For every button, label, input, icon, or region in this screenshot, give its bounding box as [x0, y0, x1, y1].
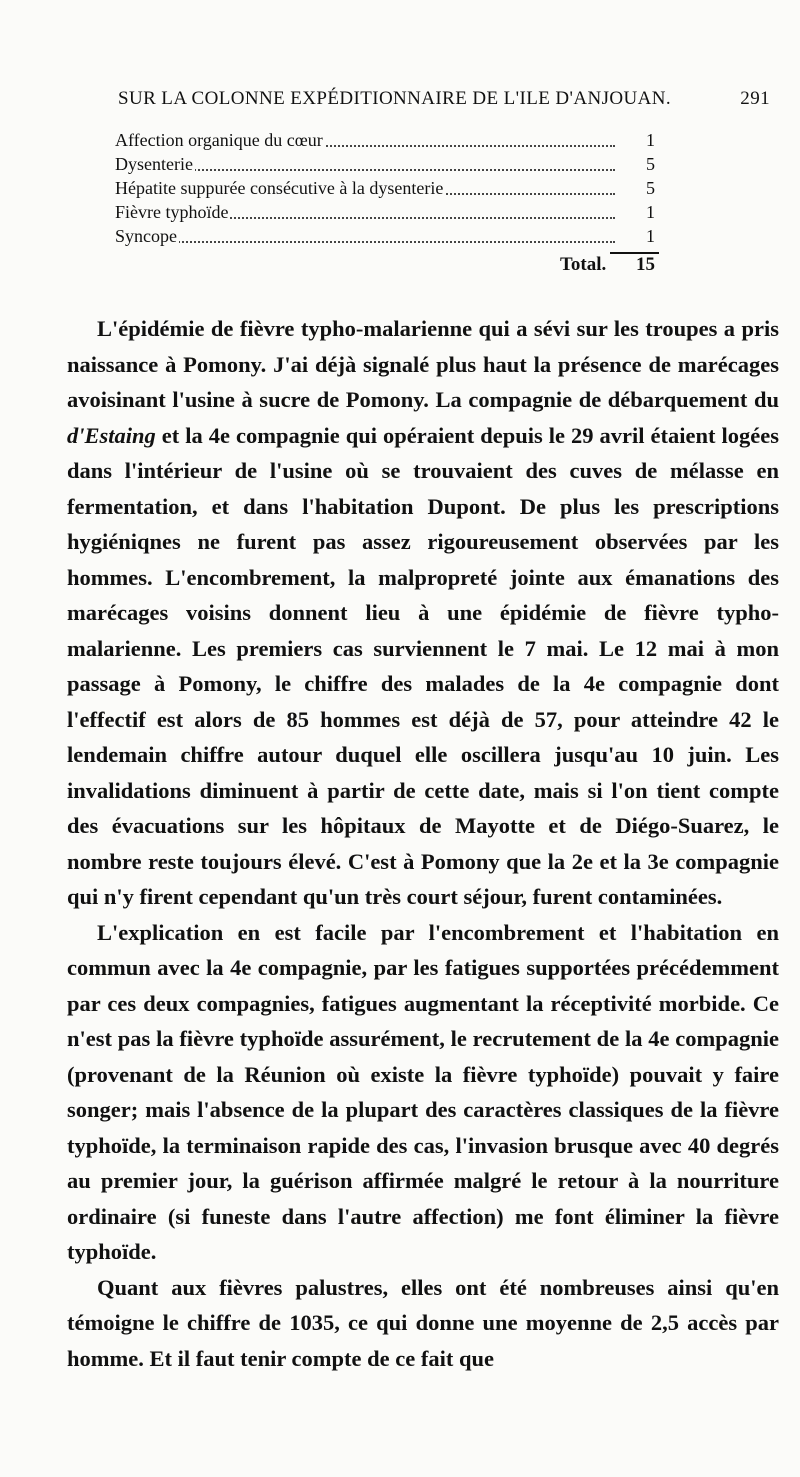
- table-row: [115, 128, 655, 152]
- table-row: [115, 224, 655, 248]
- row-label: Fièvre typhoïde: [115, 202, 229, 222]
- paragraph: L'explication en est facile par l'encombrement et l'habitation en commun avec la 4e compagnie, par les fatigues supportées précédemment par ces deux compagnies, fatigues augmentant la réceptivité morbide. Ce n'est pas la fièvre typhoïde assurément, le recrutement de la 4e compagnie (provenant de la Réunion où existe la fièvre typhoïde) pouvait y faire songer; mais l'absence de la plupart des caractères classiques de la fièvre typhoïde, la terminaison rapide des cas, l'invasion brusque avec 40 degrés au premier jour, la guérison affirmée malgré le retour à la nourriture ordinaire (si funeste dans l'autre affection) me font éliminer la fièvre typhoïde.: [67, 919, 779, 1264]
- row-label: Hépatite suppurée consécutive à la dysenterie: [115, 178, 444, 198]
- total-value: 15: [636, 254, 655, 275]
- total-label: Total.: [560, 254, 607, 275]
- row-value: 1: [625, 128, 655, 152]
- table-row: [115, 176, 655, 200]
- page-number: 291: [740, 88, 770, 109]
- row-value: 5: [625, 152, 655, 176]
- row-label: Affection organique du cœur: [115, 130, 323, 150]
- paragraph-text: et la 4e compagnie qui opéraient depuis le 29 avril étaient logées dans l'intérieur de l'usine où se trouvaient des cuves de mélasse en fermentation, et dans l'habitation Dupont. De plus les prescriptions hygiéniqnes ne furent pas assez rigoureusement observées par les hommes. L'encombrement, la malpropreté jointe aux émanations des marécages voisins donnent lieu à une épidémie de fièvre typho-malarienne. Les premiers cas surviennent le 7 mai. Le 12 mai à mon passage à Pomony, le chiffre des malades de la 4e compagnie dont l'effectif est alors de 85 hommes est déjà de 57, pour atteindre 42 le lendemain chiffre autour duquel elle oscillera jusqu'au 10 juin. Les invalidations diminuent à partir de cette date, mais si l'on tient compte des évacuations sur les hôpitaux de Mayotte et de Diégo-Suarez, le nombre reste toujours élevé. C'est à Pomony que la 2e et la 3e compagnie qui n'y firent cependant qu'un très court séjour, furent contaminées.: [67, 422, 779, 909]
- row-label: Dysenterie: [115, 154, 193, 174]
- causes-of-death-table: [115, 128, 655, 280]
- row-value: 1: [625, 200, 655, 224]
- leader-dots: [115, 224, 615, 243]
- paragraph: [67, 311, 779, 915]
- table-row: [115, 152, 655, 176]
- row-value: 5: [625, 176, 655, 200]
- paragraph-text: L'épidémie de fièvre typho-malarienne qui a sévi sur les troupes a pris naissance à Pomony. J'ai déjà signalé plus haut la présence de marécages avoisinant l'usine à sucre de Pomony. La compagnie de débarquement du: [67, 316, 779, 412]
- total-row: [115, 252, 655, 280]
- row-value: 1: [625, 224, 655, 248]
- table-row: [115, 200, 655, 224]
- body-text: [67, 311, 779, 1376]
- paragraph: Quant aux fièvres palustres, elles ont été nombreuses ainsi qu'en témoigne le chiffre de 1035, ce qui donne une moyenne de 2,5 accès par homme. Et il faut tenir compte de ce fait que: [67, 1274, 779, 1371]
- ship-name: d'Estaing: [67, 422, 156, 448]
- row-label: Syncope: [115, 226, 177, 246]
- running-title: SUR LA COLONNE EXPÉDITIONNAIRE DE L'ILE D'ANJOUAN.: [118, 88, 671, 109]
